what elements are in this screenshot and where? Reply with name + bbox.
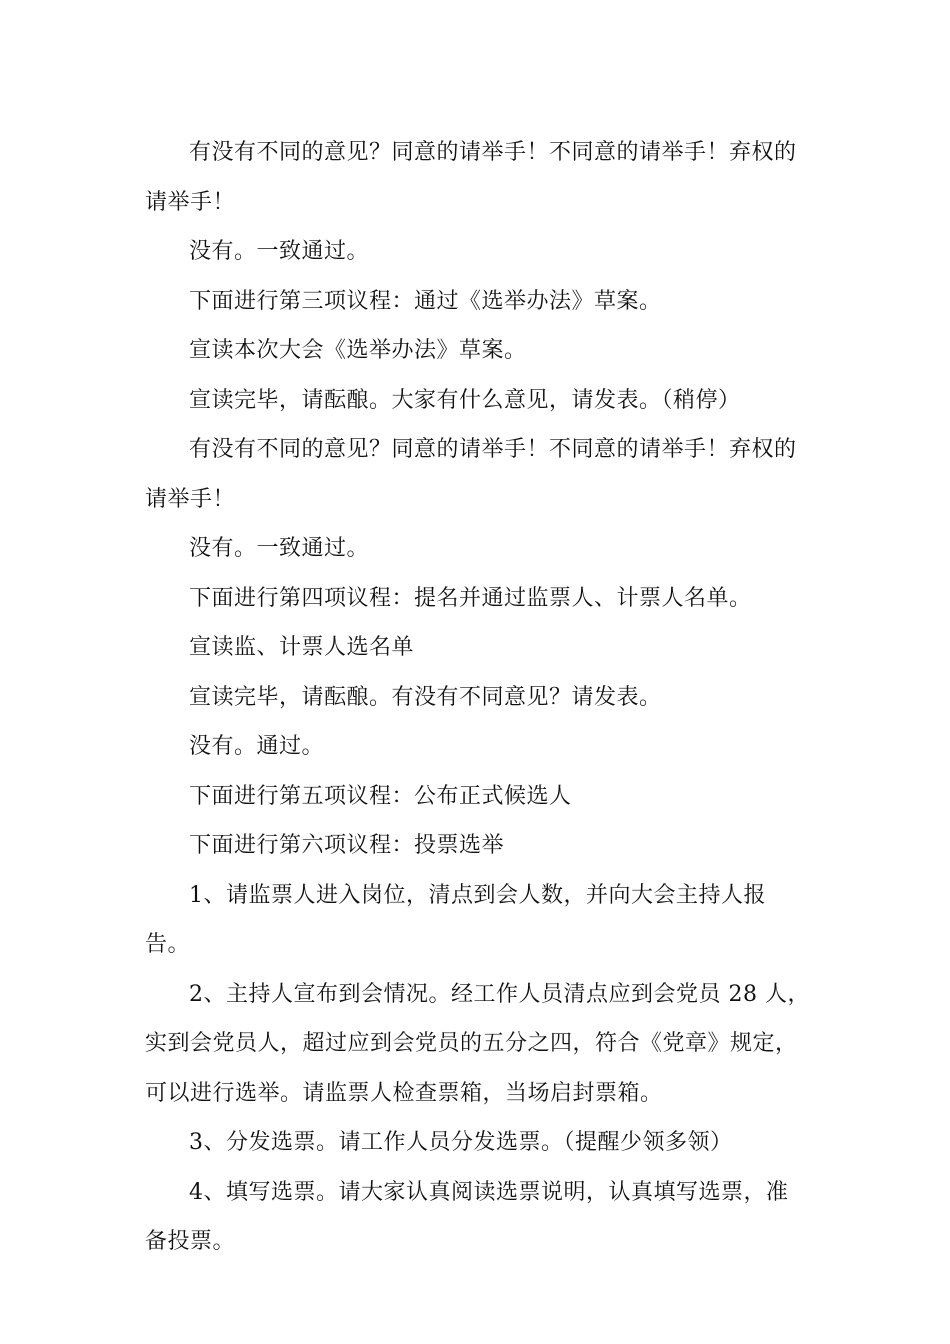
- paragraph: 有没有不同的意见？同意的请举手！不同意的请举手！弃权的请举手！: [145, 437, 797, 512]
- paragraph: 下面进行第六项议程：投票选举: [189, 833, 505, 858]
- paragraph: 下面进行第五项议程：公布正式候选人: [189, 783, 572, 809]
- paragraph: 宣读完毕，请酝酿。大家有什么意见，请发表。（稍停）: [189, 387, 741, 413]
- paragraph: 下面进行第四项议程：提名并通过监票人、计票人名单。: [189, 585, 752, 611]
- paragraph: 有没有不同的意见？同意的请举手！不同意的请举手！弃权的请举手！: [145, 140, 797, 215]
- paragraph: 宣读本次大会《选举办法》草案。: [189, 338, 527, 363]
- paragraph: 宣读监、计票人选名单: [189, 635, 415, 660]
- paragraph: 1、请监票人进入岗位，清点到会人数，并向大会主持人报告。: [145, 882, 766, 957]
- document-body: [145, 128, 810, 1267]
- paragraph: 3、分发选票。请工作人员分发选票。（提醒少领多领）: [189, 1130, 733, 1155]
- paragraph: 没有。一致通过。: [189, 536, 370, 561]
- paragraph: 下面进行第三项议程：通过《选举办法》草案。: [189, 288, 662, 314]
- paragraph: 没有。通过。: [189, 734, 325, 759]
- paragraph: 宣读完毕，请酝酿。有没有不同意见？请发表。: [189, 684, 662, 710]
- paragraph: 没有。一致通过。: [189, 239, 370, 264]
- paragraph: 2、主持人宣布到会情况。经工作人员清点应到会党员 28 人，实到会党员人，超过应到会党员的五分之四，符合《党章》规定，可以进行选举。请监票人检查票箱，当场启封票箱。: [145, 981, 810, 1106]
- paragraph: 4、填写选票。请大家认真阅读选票说明，认真填写选票，准备投票。: [145, 1179, 789, 1254]
